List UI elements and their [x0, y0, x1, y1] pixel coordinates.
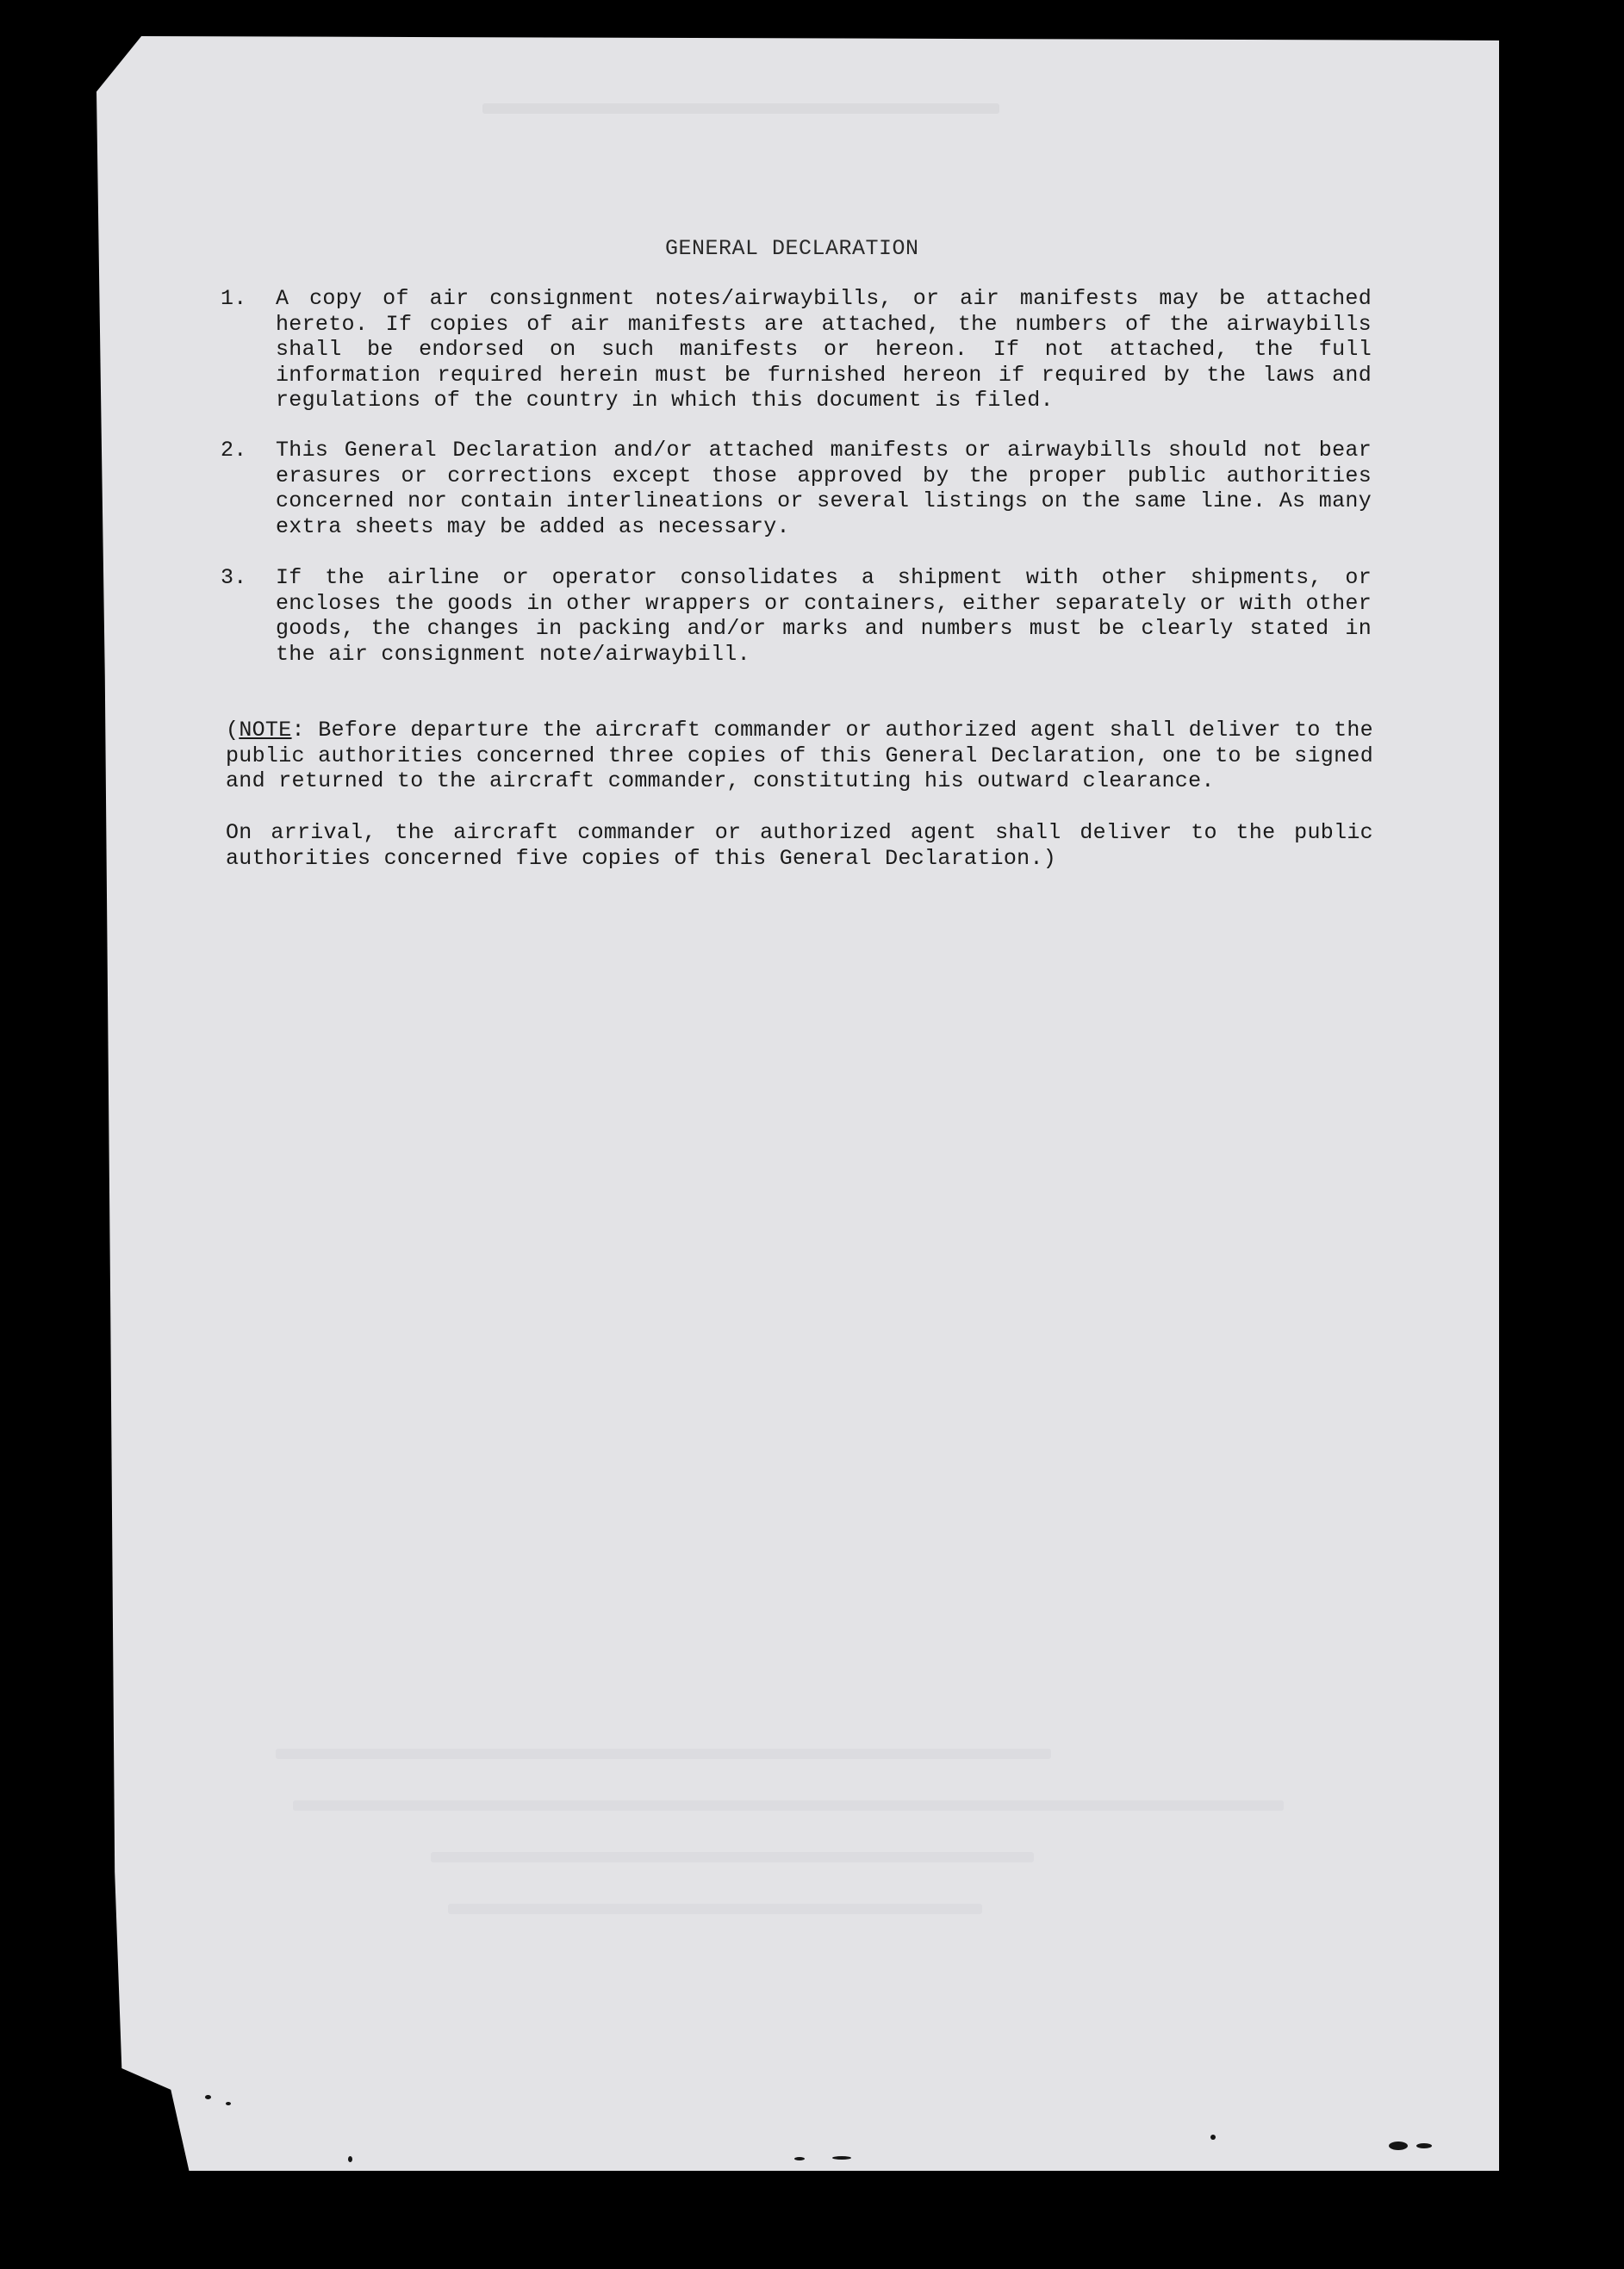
speck-mark — [226, 2102, 231, 2105]
item-text: If the airline or operator consolidates a shipment with other shipments, or encloses the goods in other wrappers or containers, either separately or with other goods, the changes in packing and/or marks and numbers must be clearly stated in the air consignment note/airwaybill. — [276, 565, 1372, 667]
bleed-through-mark — [482, 103, 999, 114]
bleed-through-mark — [276, 1749, 1051, 1759]
speck-mark — [1389, 2142, 1408, 2150]
bleed-through-mark — [431, 1852, 1034, 1862]
departure-note — [226, 718, 1373, 794]
note-label: NOTE — [239, 718, 292, 743]
note-open-paren: ( — [226, 718, 240, 743]
speck-mark — [205, 2095, 211, 2099]
arrival-note: On arrival, the aircraft commander or authorized agent shall deliver to the public authorities concerned five copies of this General Declaration.) — [226, 820, 1373, 871]
speck-mark — [794, 2157, 805, 2160]
speck-mark — [1210, 2135, 1216, 2140]
item-number: 3. — [221, 565, 247, 590]
item-number: 2. — [221, 438, 247, 463]
speck-mark — [1416, 2143, 1432, 2148]
bleed-through-mark — [293, 1800, 1284, 1811]
item-number: 1. — [221, 286, 247, 311]
bleed-through-mark — [448, 1904, 982, 1914]
note-text: : Before departure the aircraft commander or authorized agent shall deliver to the public authorities concerned three copies of this General Declaration, one to be signed and returned to the aircraft commander, constituting his outward clearance. — [226, 718, 1373, 793]
item-text: A copy of air consignment notes/airwaybills, or air manifests may be attached hereto. If copies of air manifests are attached, the numbers of the airwaybills shall be endorsed on such manifests or hereon. If not attached, the full information required herein must be furnished hereon if required by the laws and regulations of the country in which this document is filed. — [276, 286, 1372, 413]
document-title: GENERAL DECLARATION — [665, 236, 919, 261]
speck-mark — [348, 2156, 352, 2162]
speck-mark — [832, 2156, 851, 2160]
item-text: This General Declaration and/or attached manifests or airwaybills should not bear erasures or corrections except those approved by the proper public authorities concerned nor contain interlineations or several listings on the same line. As many extra sheets may be added as necessary. — [276, 438, 1372, 539]
